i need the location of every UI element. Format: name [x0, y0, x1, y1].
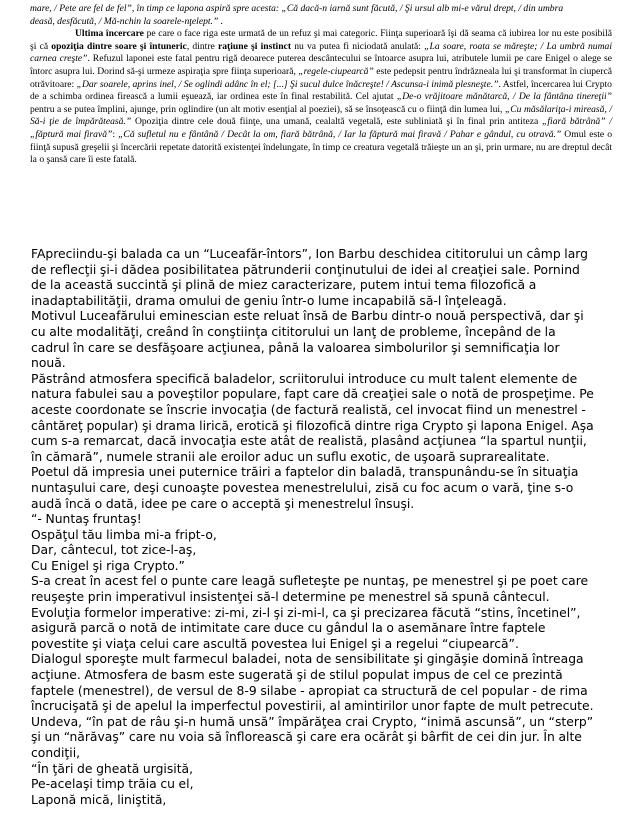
top-text-section: [30, 3, 612, 167]
top-p1-line-2: deasă, desfăcută, / Mă-nchin la soarele-nţelept.” .: [30, 15, 224, 27]
p2-t7: pentru a se putea împlini, ajunge, prin oglindire (un alt motiv esenţial al poeziei), să se însoţească cu o fiinţă din lumea lui,: [30, 103, 505, 115]
main-line: faptele (menestrel), de versul de 8-9 silabe - apropiat ca structură de cel popular - de rima: [31, 683, 588, 698]
main-line: reuşeşte prin imperativul insistenţei să-l determine pe menestrel să spună cântecul.: [31, 590, 550, 605]
main-line: aceste coordonate se înscrie invocaţia (de factură realistă, cel invocat fiind un menestrel -: [31, 402, 586, 417]
main-line: asigură parcă o notă de intimitate care duce cu gândul la o asemănare între faptele: [31, 621, 546, 636]
main-line: Păstrând atmosfera specifică baladelor, scriitorului introduce cu mult talent elemente de: [31, 371, 578, 386]
main-line: Undeva, “în pat de râu şi-n humă unsă” împărăţea crai Crypto, “inimă ascunsă”, un “sterp”: [31, 714, 594, 729]
main-line: cu alte modalităţi, creând în conştiinţa cititorului un lanţ de probleme, începând de la: [31, 324, 556, 339]
p2-lead-bold: Ultima încercare: [75, 28, 144, 40]
main-line: nouă.: [31, 356, 66, 371]
p2-bold2: raţiune şi instinct: [218, 40, 292, 52]
top-paragraph-1: [30, 3, 612, 28]
main-line: cadrul în care se desfăşoare acţiunea, până la valoarea simbolurilor şi semnificaţia lor: [31, 340, 560, 355]
top-p1-line-1: mare, / Pete are fel de fel”, în timp ce lapona aspiră spre acesta: „Că dacă-n iarnă sunt făcută, / Şi ursul alb mi-e vărul drept, / din umbra: [30, 3, 564, 14]
main-line: “În ţări de gheată urgisită,: [31, 761, 194, 776]
p2-q6: „fiară bătrână” / „făptură mai firavă”: [30, 116, 612, 140]
p2-t9: :: [112, 128, 119, 140]
main-line: cum s-a remarcat, dacă invocaţia este atât de realistă, plasând acţiunea “la spartul nunţii,: [31, 434, 587, 449]
p2-q1: „La soare, roata se măreşte; / La umbră numai carnea creşte”: [30, 40, 612, 65]
p2-t6: . Astfel, încercarea lui Crypto de a schimba ordinea firească a lumii eşuează, iar ordinea este în final restabilită. Cel ajutat: [30, 78, 612, 103]
main-line: Evoluţia formelor imperative: zi-mi, zi-l şi zi-mi-l, ca şi precizarea făcută “stins, încetinel”,: [31, 605, 581, 620]
p2-bold1: opoziţia dintre soare şi întuneric: [51, 40, 187, 52]
main-line: de reflecţii şi-i dădea posibilitatea pătrunderii conţinutului de idei al creaţiei sale. Pornind: [31, 262, 580, 277]
main-line: Dialogul sporeşte mult farmecul baladei, nota de sensibilitate şi gingăşie domină întreaga: [31, 652, 584, 667]
main-line: inadaptabilităţii, drama omului de geniu într-o lume incapabilă să-l înţeleagă.: [31, 293, 507, 308]
p2-q3: „Dar soarele, aprins inel, / Se oglindi adânc în el; [...] Şi sucul dulce înăcreşte! / Ascunsa-i inimă plesneşte.”: [76, 78, 499, 90]
main-text-section: [31, 247, 613, 808]
top-paragraph-2: [30, 28, 612, 167]
main-line: Poetul dă impresia unei puternice trăiri a faptelor din baladă, transpunându-se în situaţia: [31, 465, 579, 480]
main-line: în cămară”, numele stranii ale eroilor aduc un suflu exotic, de uşoară suprarealitate.: [31, 449, 550, 464]
main-line: “- Nuntaş fruntaş!: [31, 512, 142, 527]
p2-t4: . Refuzul laponei este fatal pentru rigă deoarece puterea descântecului se întoarce asupra lui, atributele lumii pe care Enigel o alege se întorc asupra lui. Dorind să-şi urmeze aspiraţia spre fiinţa superioară,: [30, 53, 612, 77]
main-line: Dar, cântecul, tot zice-l-aş,: [31, 543, 197, 558]
main-line: Ospăţul tău limba mi-a fript-o,: [31, 527, 217, 542]
main-line: acţiune. Atmosfera de basm este sugerată şi de stilul populat impus de cel ce prezintă: [31, 668, 563, 683]
p2-t2: , dintre: [186, 40, 218, 52]
main-line: audă încă o dată, idee pe care o acceptă şi menestrelul însuşi.: [31, 496, 415, 511]
main-line: Pe-acelaşi timp trăia cu el,: [31, 777, 194, 792]
p2-t10: Omul este o fiinţă supusă greşelii şi încercării repetate datorită existenţei îndelungate, în timp ce creatura vegetală trăieşte un an şi, prin urmare, nu are dreptul decât la o şansă care îi este fatală.: [30, 128, 612, 166]
p2-q2: „regele-ciupearcă”: [298, 65, 374, 77]
p2-q4: „De-o vrăjitoare mănătarcă, / De la fântâna tinereţii”: [396, 91, 612, 103]
main-line: S-a creat în acest fel o punte care leagă sufleteşte pe nuntaş, pe menestrel şi pe poet care: [31, 574, 589, 589]
main-line: Motivul Luceafărului eminescian este reluat însă de Barbu dintr-o nouă perspectivă, dar şi: [31, 309, 584, 324]
main-line: condiţii,: [31, 746, 81, 760]
main-line: de la această succintă şi plină de miez caracterizare, putem intui tema filozofică a: [31, 278, 537, 293]
p2-t3: nu va putea fi niciodată anulată:: [291, 40, 425, 52]
p2-q7: „Că sufletul nu e fântână / Decât la om, fiară bătrână, / Iar la făptură mai firavă / Pahar e gândul, cu otravă.”: [118, 128, 562, 140]
p2-q5: „Cu măsălariţa-i mireasă, / Să-i ţie de împărăteasă.”: [30, 103, 612, 128]
main-line: Cu Enigel şi riga Crypto.”: [31, 558, 185, 573]
p2-t1: pe care o face riga este urmată de un refuz şi mai categoric. Fiinţa superioară îşi dă seama că iubirea lor nu este posibilă şi că: [30, 28, 612, 52]
main-line: Laponă mică, liniştită,: [31, 792, 167, 807]
main-line: povestite şi viaţa celui care ascultă povestea lui Enigel şi a regelui “ciupearcă”.: [31, 636, 519, 651]
main-line: şi un “nărăvaş” care nu voia să înflorească şi care era ocărât şi bârfit de cei din jur. În alte: [31, 730, 582, 745]
main-line: cântăreţ popular) şi drama lirică, erotică şi filozofică dintre riga Crypto şi lapona Enigel. Aşa: [31, 418, 594, 433]
main-line: nuntaşului care, deşi cunoaşte povestea menestrelului, zisă cu foc acum o vară, ţine s-o: [31, 480, 574, 495]
main-line: încrucişată şi de apelul la imperfectul povestirii, al amintirilor unor fapte de mult petrecute.: [31, 699, 594, 714]
p2-t8: Opoziţia dintre cele două fiinţe, una umană, cealaltă vegetală, este subliniată şi în final prin antiteza: [131, 116, 543, 128]
main-line: FApreciindu-şi balada ca un “Luceafăr-întors”, Ion Barbu deschidea cititorului un câmp larg: [31, 247, 588, 261]
p2-t5: este pedepsit pentru îndrăzneala lui şi transformat în ciupercă otrăvitoare:: [30, 65, 613, 90]
main-line: natura fabulei sau a poveştilor populare, fapt care dă creaţiei sale o notă de prospeţime. Pe: [31, 387, 594, 402]
